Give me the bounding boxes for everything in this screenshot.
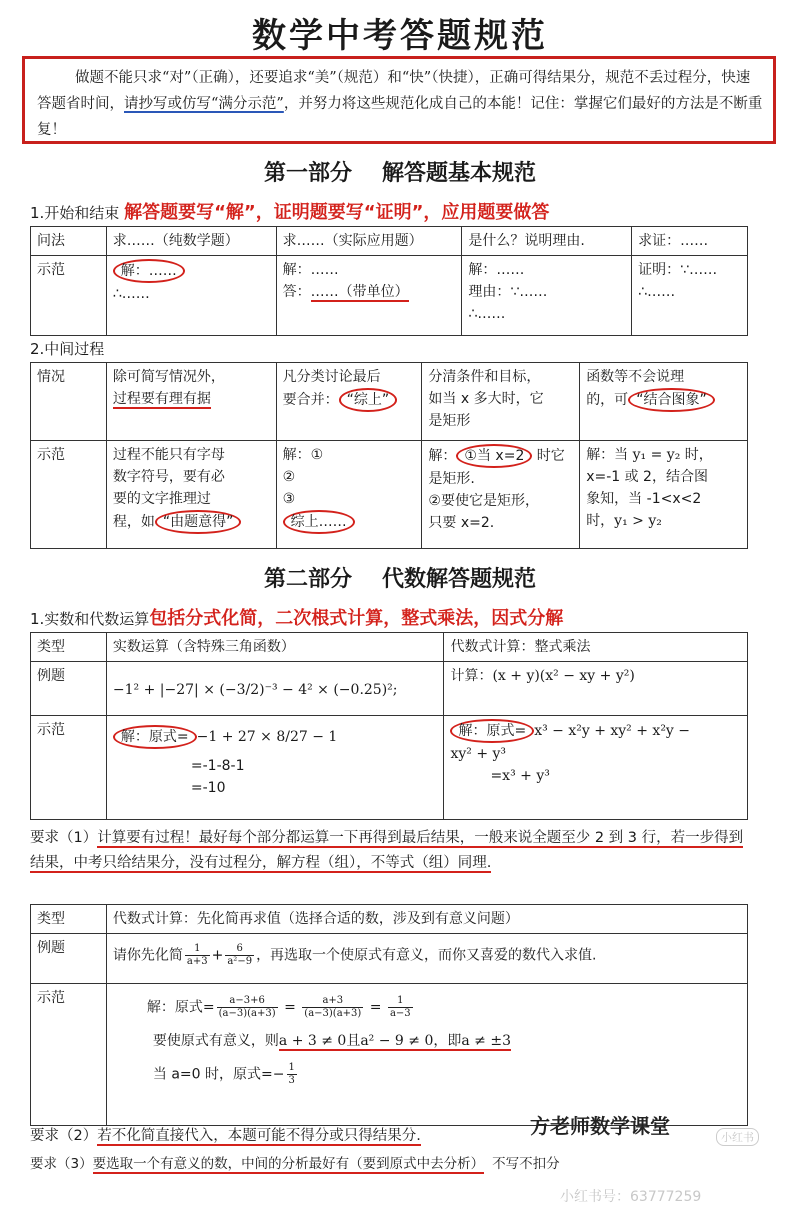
requirement-3 — [30, 1152, 752, 1177]
table-cell — [422, 441, 580, 549]
part2-sec1-table — [30, 632, 748, 820]
table-cell: 例题 — [31, 662, 107, 716]
table-cell: 求证：…… — [632, 227, 748, 256]
cell-line: 解： — [428, 448, 457, 464]
table-cell — [106, 984, 747, 1126]
cell-line: 证明：∵…… — [638, 262, 718, 278]
req-text: 计算要有过程！最好每个部分都运算一下再得到最后结果，一般来说全题至少 2 到 3 行，若一步得到结果，中考只给结果分，没有过程分，解方程（组），不等式（组）同理. — [30, 830, 744, 871]
table-cell — [106, 363, 276, 441]
cell-line: 要的文字推理过 — [112, 491, 211, 507]
cell-line: 是矩形. — [428, 471, 475, 487]
part1-title-a: 第一部分 — [263, 161, 352, 186]
table-cell: 求……（实际应用题） — [276, 227, 462, 256]
cell-line: ∴…… — [112, 286, 150, 302]
table-cell: 类型 — [31, 905, 107, 934]
fraction: $\frac{1}{a-3}$ — [389, 995, 411, 1019]
cell-line: =-10 — [190, 780, 226, 796]
cell-line: 当 a=0 时，原式= — [152, 1066, 273, 1083]
table-cell — [106, 934, 747, 984]
fraction: $\frac{6}{\text{a²−9}}$ — [227, 943, 253, 967]
oval-mark: “结合图象” — [628, 388, 715, 412]
part1-sec2-table — [30, 362, 748, 549]
cell-line: 过程不能只有字母 — [112, 447, 225, 463]
table-cell: 求……（纯数学题） — [106, 227, 276, 256]
table-row — [31, 256, 748, 336]
table-cell: 例题 — [31, 934, 107, 984]
cell-line: 要使原式有意义，则 — [152, 1033, 279, 1049]
intro-text-c: ，并努力将这些规范化成自己的本能！记住：掌握它们最好的方法是不断重复！ — [37, 96, 763, 138]
table-cell: 代数式计算：整式乘法 — [444, 633, 748, 662]
part1-title — [0, 156, 800, 187]
part1-sec1-label: 1.开始和结束 — [30, 204, 120, 222]
fraction: $\frac{a-3+6}{(a-3)(a+3)}$ — [218, 995, 276, 1019]
underline-mark: ……（带单位） — [310, 284, 409, 300]
table-cell — [106, 716, 444, 820]
table-row — [31, 363, 748, 441]
underline-mark: a + 3 ≠ 0且a² − 9 ≠ 0，即a ≠ ±3 — [278, 1033, 511, 1049]
cell-line: 解：原式= — [146, 999, 215, 1016]
table-cell: 示范 — [31, 441, 107, 549]
cell-line: 的，可 — [586, 392, 629, 408]
cell-line: xy² + y³ — [450, 746, 507, 762]
table-cell — [106, 441, 276, 549]
fraction: $\frac{a+3}{(a-3)(a+3)}$ — [304, 995, 362, 1019]
table-row — [31, 662, 748, 716]
req-text: 要选取一个有意义的数，中间的分析最好有（要到原式中去分析） — [92, 1156, 485, 1172]
requirement-1 — [30, 826, 752, 876]
table-row — [31, 905, 748, 934]
part2-sec2-table — [30, 904, 748, 1126]
fraction: $\frac{1}{a+3}$ — [186, 943, 208, 967]
cell-line: x=-1 或 2，结合图 — [586, 469, 708, 485]
part2-title — [0, 562, 800, 593]
part1-title-b: 解答题基本规范 — [382, 161, 537, 186]
oval-mark: 综上…… — [283, 510, 355, 534]
table-row — [31, 984, 748, 1126]
cell-line: 时，y₁ > y₂ — [586, 513, 662, 529]
cell-line: 解：…… — [282, 262, 339, 278]
alg-example: 计算：(x + y)(x² − xy + y²) — [450, 668, 635, 684]
cell-line: 理由：∵…… — [468, 284, 548, 300]
table-row — [31, 633, 748, 662]
table-cell: 情况 — [31, 363, 107, 441]
part2-title-a: 第二部分 — [263, 567, 352, 592]
table-cell: 类型 — [31, 633, 107, 662]
req-label: 要求（3） — [30, 1156, 93, 1172]
cell-line: =-1-8-1 — [190, 758, 245, 774]
table-cell — [462, 256, 632, 336]
table-cell: 示范 — [31, 716, 107, 820]
table-cell — [580, 441, 748, 549]
table-cell — [444, 716, 748, 820]
cell-line: 如当 x 多大时，它 — [428, 391, 544, 407]
cell-line: 是矩形 — [428, 413, 471, 429]
table-cell: 示范 — [31, 984, 107, 1126]
cell-line: x³ − x²y + xy² + x²y − — [534, 723, 691, 739]
cell-line: 请你先化简 — [112, 947, 183, 964]
real-example: −1² + |−27| × (−3/2)⁻³ − 4² × (−0.25)²; — [112, 682, 398, 698]
demo-line-3 — [113, 1062, 741, 1087]
table-cell — [276, 363, 422, 441]
author-watermark: 方老师数学课堂 — [530, 1114, 670, 1138]
table-cell — [276, 441, 422, 549]
cell-line: 解：…… — [468, 262, 525, 278]
cell-line: ② — [282, 469, 296, 485]
part2-title-b: 代数解答题规范 — [382, 567, 537, 592]
intro-box — [22, 56, 776, 144]
table-row — [31, 934, 748, 984]
cell-line: −1 + 27 × 8/27 − 1 — [196, 729, 338, 745]
table-cell — [632, 256, 748, 336]
oval-mark: “由题意得” — [155, 510, 242, 534]
oval-mark: “综上” — [339, 388, 398, 412]
cell-line: 时它 — [532, 448, 565, 464]
demo-line-2 — [113, 1030, 741, 1052]
cell-line: ③ — [282, 491, 296, 507]
cell-line: =x³ + y³ — [490, 768, 550, 784]
cell-line: 要合并： — [282, 392, 339, 408]
table-cell — [422, 363, 580, 441]
table-cell: 问法 — [31, 227, 107, 256]
cell-line: 解：当 y₁ = y₂ 时， — [586, 447, 713, 463]
oval-mark: ①当 x=2 — [456, 444, 532, 468]
table-row — [31, 227, 748, 256]
intro-highlight: 请抄写或仿写“满分示范” — [124, 96, 284, 112]
fraction: $\frac{1}{3}$ — [288, 1062, 295, 1086]
part1-sec1-note: 解答题要写“解”，证明题要写“证明”，应用题要做答 — [124, 202, 550, 223]
oval-mark: 解：…… — [113, 259, 185, 283]
cell-line: 除可简写情况外， — [112, 369, 225, 385]
req-label: 要求（1） — [30, 830, 98, 846]
cell-line: 函数等不会说理 — [586, 369, 685, 385]
table-cell: 示范 — [31, 256, 107, 336]
req-text-tail: 不写不扣分 — [492, 1156, 560, 1172]
table-cell — [580, 363, 748, 441]
table-cell — [106, 662, 444, 716]
table-cell — [106, 256, 276, 336]
page-title: 数学中考答题规范 — [252, 16, 548, 56]
demo-line-1: 解：原式= $\frac{a-3+6}{(a-3)(a+3)}$ = $\frac{a+3}{(a-3)(a+3)}$ = $\frac{1}{a-3}$ — [146, 995, 411, 1019]
table-cell: 代数式计算：先化简再求值（选择合适的数，涉及到有意义问题） — [106, 905, 747, 934]
cell-line: 凡分类讨论最后 — [282, 369, 381, 385]
cell-line: ∴…… — [638, 284, 676, 300]
oval-mark: 解：原式= — [113, 725, 197, 749]
cell-line: ②要使它是矩形， — [428, 493, 539, 509]
part1-sec2-heading: 2.中间过程 — [30, 340, 105, 358]
table-cell — [444, 662, 748, 716]
table-row — [31, 441, 748, 549]
cell-line: 数字符号，要有必 — [112, 469, 225, 485]
part1-sec1-heading — [30, 198, 549, 224]
underline-mark: 过程要有理有据 — [112, 391, 211, 407]
cell-line: ，再选取一个使原式有意义，而你又喜爱的数代入求值. — [256, 947, 597, 964]
table-cell: 实数运算（含特殊三角函数） — [106, 633, 444, 662]
table-cell: 是什么？说明理由. — [462, 227, 632, 256]
part2-sec1-heading — [30, 604, 563, 630]
cell-line: 解：① — [282, 447, 324, 463]
cell-line: 分清条件和目标， — [428, 369, 541, 385]
cell-line: 象知，当 -1<x<2 — [586, 491, 702, 507]
faint-id-watermark: 小红书号：63777259 — [560, 1189, 702, 1205]
oval-mark: 解：原式= — [450, 719, 534, 743]
cell-line: 程，如 — [112, 514, 155, 530]
table-cell — [276, 256, 462, 336]
part2-sec1-note: 包括分式化简，二次根式计算，整式乘法，因式分解 — [149, 608, 564, 629]
cell-line: 只要 x=2. — [428, 515, 495, 531]
corner-logo: 小红书 — [716, 1128, 759, 1146]
table-row — [31, 716, 748, 820]
cell-line: ∴…… — [468, 306, 506, 322]
intro-text-a: 做题不能只求“对”（正确），还要追求“美”（规范）和“快”（快捷），正确可得结果分，规范不丢过程分，快速答题省时间， — [37, 70, 751, 112]
simplify-example: 请你先化简 $\frac{1}{a+3}$ + $\frac{6}{\text{a²−9}}$ ，再选取一个使原式有意义，而你又喜爱的数代入求值. — [112, 943, 597, 967]
part2-sec1-label: 1.实数和代数运算 — [30, 610, 150, 628]
part1-sec1-table — [30, 226, 748, 336]
req-text: 若不化简直接代入，本题可能不得分或只得结果分. — [97, 1128, 421, 1144]
req-label: 要求（2） — [30, 1128, 98, 1144]
cell-line: 答： — [282, 284, 311, 300]
cell-line: − — [272, 1066, 285, 1083]
